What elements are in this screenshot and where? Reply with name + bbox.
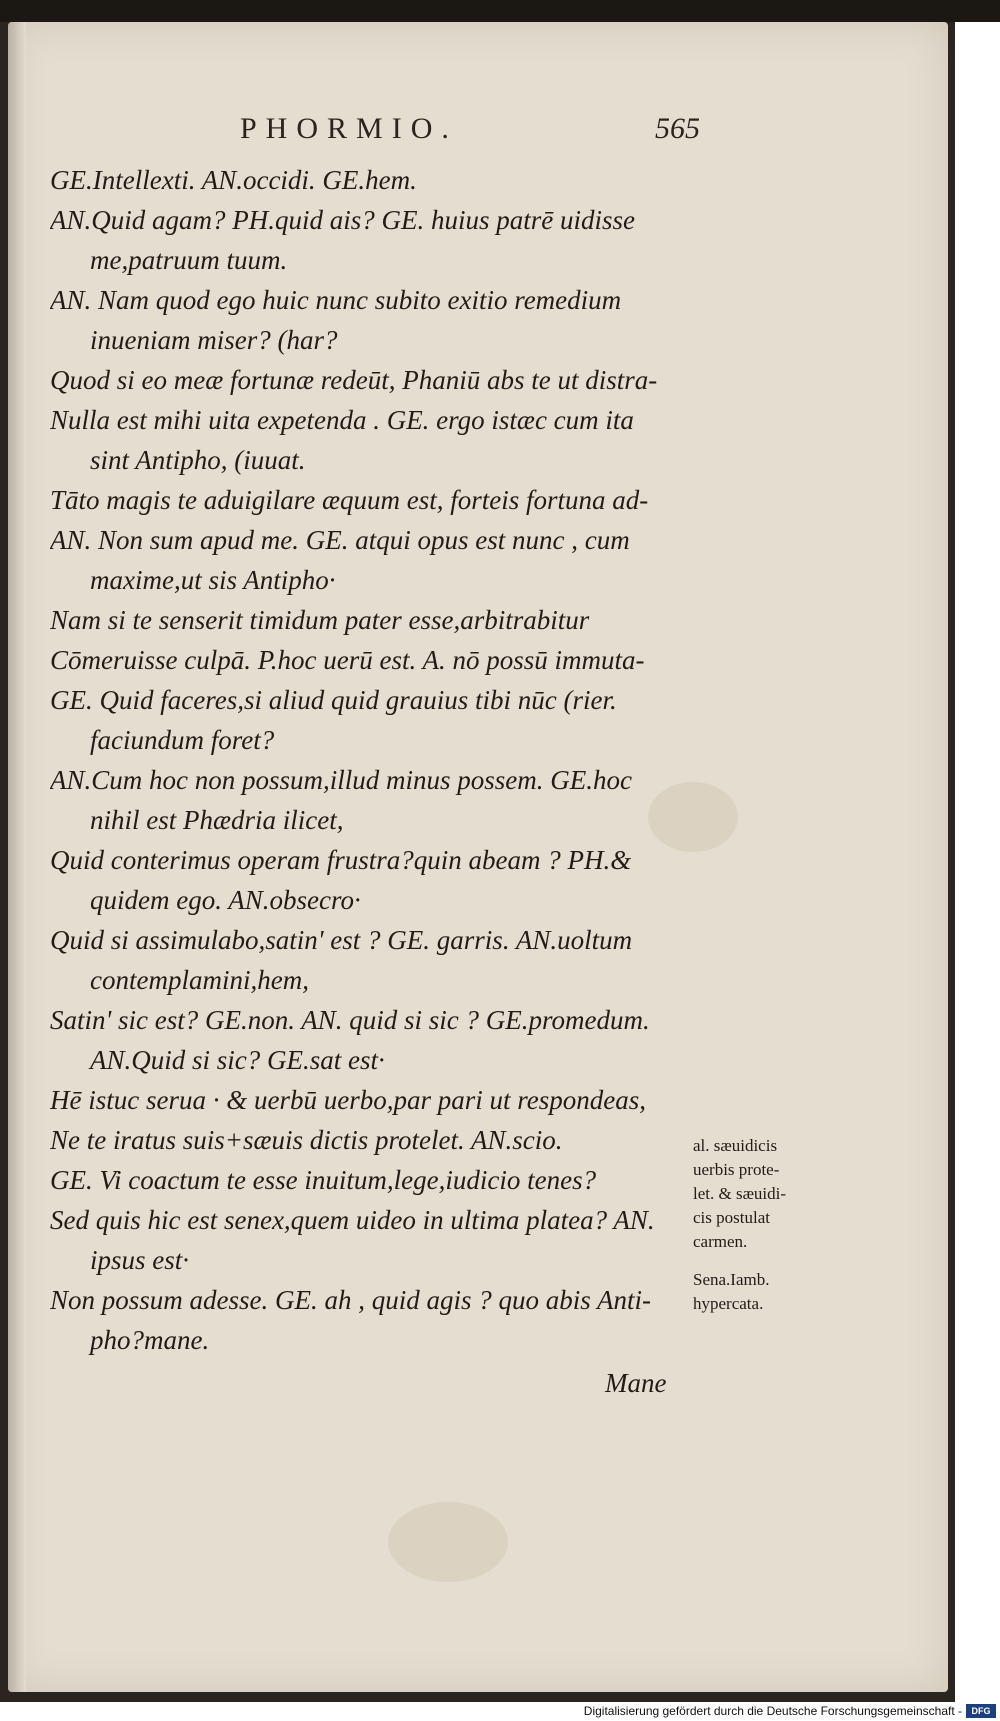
text-line: AN.Cum hoc non possum,illud minus possem. GE.hoc	[50, 765, 632, 795]
text-line: GE. Vi coactum te esse inuitum,lege,iudicio tenes?	[50, 1165, 597, 1195]
text-line: Satin' sic est? GE.non. AN. quid si sic ? GE.promedum.	[50, 1005, 650, 1035]
catchword: Mane	[605, 1368, 667, 1398]
text-line: contemplamini,hem,	[90, 965, 309, 995]
text-line: Tāto magis te aduigilare æquum est, forteis fortuna ad-	[50, 485, 649, 515]
text-line: inueniam miser? (har?	[90, 325, 338, 355]
text-line: Nulla est mihi uita expetenda . GE. ergo istæc cum ita	[50, 405, 634, 435]
text-line: ipsus est·	[90, 1245, 190, 1275]
text-line: Cōmeruisse culpā. P.hoc uerū est. A. nō possū immuta-	[50, 645, 645, 675]
marginal-note-line: carmen.	[693, 1232, 748, 1251]
marginal-notes	[693, 1134, 853, 1316]
running-head	[240, 112, 700, 152]
text-line: Ne te iratus suis+sæuis dictis protelet. AN.scio.	[50, 1125, 563, 1155]
dfg-logo: DFG	[966, 1704, 996, 1718]
text-line: GE. Quid faceres,si aliud quid grauius tibi nūc (rier.	[50, 685, 617, 715]
page-number: 565	[655, 112, 700, 145]
text-line: Quod si eo meæ fortunæ redeūt, Phaniū abs te ut distra-	[50, 365, 658, 395]
text-line: Non possum adesse. GE. ah , quid agis ? quo abis Anti-	[50, 1285, 652, 1315]
text-line: Quid si assimulabo,satin' est ? GE. garris. AN.uoltum	[50, 925, 633, 955]
text-line: AN.Quid agam? PH.quid ais? GE. huius patrē uidisse	[50, 205, 635, 235]
text-line: GE.Intellexti. AN.occidi. GE.hem.	[50, 165, 417, 195]
page-gutter	[8, 22, 26, 1692]
main-text-block	[50, 160, 700, 1360]
marginal-note-line: cis postulat	[693, 1208, 770, 1227]
text-line: Sed quis hic est senex,quem uideo in ultima platea? AN.	[50, 1205, 655, 1235]
text-line: Quid conterimus operam frustra?quin abeam ? PH.&	[50, 845, 632, 875]
text-line: pho?mane.	[90, 1325, 210, 1355]
text-line: faciundum foret?	[90, 725, 275, 755]
marginal-note-line: Sena.Iamb.	[693, 1270, 770, 1289]
text-line: quidem ego. AN.obsecro·	[90, 885, 361, 915]
text-line: Nam si te senserit timidum pater esse,arbitrabitur	[50, 605, 590, 635]
marginal-note-line: hypercata.	[693, 1294, 764, 1313]
text-line: nihil est Phædria ilicet,	[90, 805, 344, 835]
marginal-note-gap	[693, 1254, 853, 1268]
text-line: AN. Nam quod ego huic nunc subito exitio remedium	[50, 285, 622, 315]
running-title: PHORMIO.	[240, 112, 458, 145]
text-line: AN.Quid si sic? GE.sat est·	[90, 1045, 385, 1075]
top-dark-strip	[0, 0, 1000, 22]
marginal-note-line: al. sæuidicis	[693, 1136, 778, 1155]
marginal-note-line: uerbis prote-	[693, 1160, 780, 1179]
text-line: maxime,ut sis Antipho·	[90, 565, 336, 595]
digitization-credit: Digitalisierung gefördert durch die Deutsche Forschungsgemeinschaft -	[583, 1704, 962, 1718]
text-line: me,patruum tuum.	[90, 245, 288, 275]
paper-stain	[388, 1502, 508, 1582]
text-line: sint Antipho, (iuuat.	[90, 445, 306, 475]
marginal-note-line: let. & sæuidi-	[693, 1184, 787, 1203]
text-line: AN. Non sum apud me. GE. atqui opus est nunc , cum	[50, 525, 630, 555]
footer-strip	[0, 1702, 1000, 1721]
text-line: Hē istuc serua · & uerbū uerbo,par pari ut respondeas,	[50, 1085, 646, 1115]
